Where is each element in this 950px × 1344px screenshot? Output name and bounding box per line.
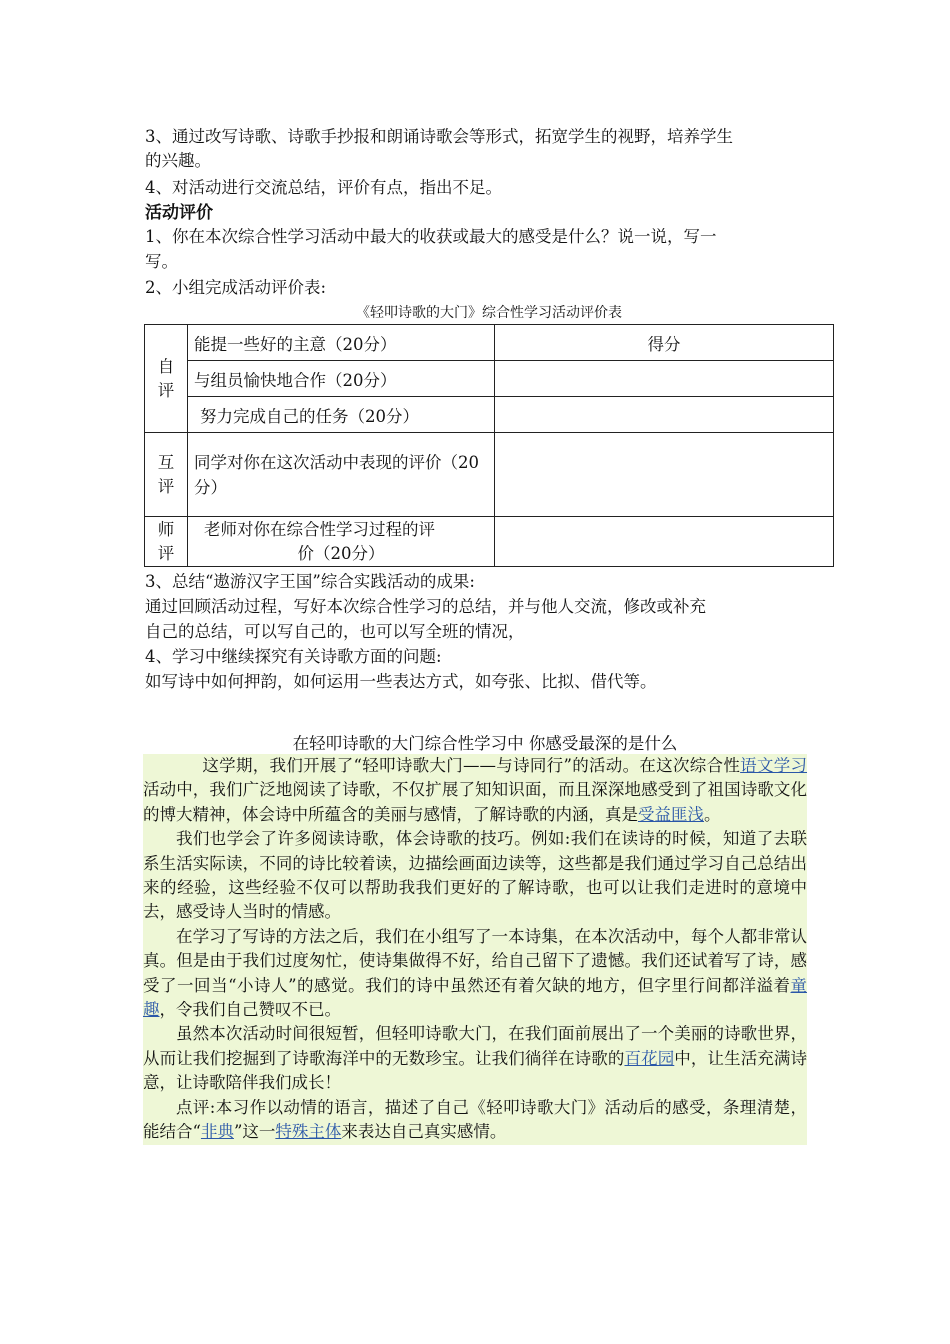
link-yuwen-xuexi[interactable]: 语文学习 — [740, 756, 808, 775]
teacher-item — [188, 517, 495, 567]
question-1-line-1: 1、你在本次综合性学习活动中最大的收获或最大的感受是什么？说一说，写一 — [145, 227, 717, 246]
self-item-2: 与组员愉快地合作（20分） — [188, 361, 495, 397]
question-3-body-line-1: 通过回顾活动过程，写好本次综合性学习的总结，并与他人交流，修改或补充 — [145, 597, 706, 616]
peer-item: 同学对你在这次活动中表现的评价（20分） — [188, 433, 495, 517]
article-body — [143, 754, 807, 1145]
table-row — [145, 517, 834, 567]
question-3-body-line-2: 自己的总结，可以写自己的，也可以写全班的情况， — [145, 622, 525, 641]
link-shouyi-feiqian[interactable]: 受益匪浅 — [638, 804, 704, 824]
score-cell[interactable] — [495, 517, 834, 567]
article-text: 在学习了写诗的方法之后，我们在小组写了一本诗集，在本次活动中，每个人都非常认真。但是由于我们过度匆忙，使诗集做得不好，给自己留下了遗憾。我们还试着写了诗，感受了一回当“小诗人”的感觉。我们的诗中虽然还有着欠缺的地方，但字里行间都洋溢着 — [143, 926, 807, 995]
question-4-body: 如写诗中如何押韵，如何运用一些表达方式，如夸张、比拟、借代等。 — [145, 672, 657, 691]
article-text: 点评:本习作以动情的语言，描述了自己《轻叩诗歌大门》活动后的感受，条理清楚，能结合“ — [143, 1097, 807, 1142]
article-text: 中，让生活充满诗意，让诗歌陪伴我们成长！ — [143, 1048, 808, 1093]
question-3: 3、总结“遨游汉字王国”综合实践活动的成果: — [145, 572, 475, 591]
article-text: ”这一 — [233, 1122, 276, 1142]
score-cell[interactable] — [495, 361, 834, 397]
question-4: 4、学习中继续探究有关诗歌方面的问题: — [145, 647, 442, 666]
link-teshu-zhuti[interactable]: 特殊主体 — [275, 1122, 342, 1142]
article-paragraph-comment — [143, 1096, 807, 1145]
question-1-line-2: 写。 — [145, 252, 178, 271]
step-3-line-2: 的兴趣。 — [145, 151, 211, 170]
score-cell[interactable] — [495, 397, 834, 433]
teacher-item-line-1: 老师对你在综合性学习过程的评 — [204, 519, 435, 539]
teacher-eval-label: 师评 — [145, 517, 188, 567]
article-paragraph-4 — [143, 1022, 807, 1095]
step-4: 4、对活动进行交流总结，评价有点，指出不足。 — [145, 178, 502, 197]
score-cell[interactable] — [495, 433, 834, 517]
self-eval-label: 自评 — [145, 325, 188, 433]
link-baihuayuan[interactable]: 百花园 — [624, 1048, 675, 1068]
table-row — [145, 433, 834, 517]
self-item-3: 努力完成自己的任务（20分） — [188, 397, 495, 433]
article-text: ，令我们自己赞叹不已。 — [159, 1000, 341, 1020]
score-header: 得分 — [495, 325, 834, 361]
self-item-1: 能提一些好的主意（20分） — [188, 325, 495, 361]
table-caption: 《轻叩诗歌的大门》综合性学习活动评价表 — [356, 305, 622, 321]
article-text: 。 — [704, 804, 721, 824]
link-tongqu[interactable]: 童趣 — [143, 975, 807, 1020]
article-text: 活动中，我们广泛地阅读了诗歌，不仅扩展了知知识面，而且深深地感受到了祖国诗歌文化的博大精神，体会诗中所蕴含的美丽与感情，了解诗歌的内涵，真是 — [143, 780, 807, 824]
table-row — [145, 361, 834, 397]
question-2: 2、小组完成活动评价表: — [145, 278, 327, 297]
article-paragraph-1 — [143, 754, 807, 827]
article-paragraph-3 — [143, 925, 807, 1023]
article-text: 来表达自己真实感情。 — [341, 1122, 507, 1142]
peer-eval-label: 互评 — [145, 433, 188, 517]
article-text: 虽然本次活动时间很短暂，但轻叩诗歌大门，在我们面前展出了一个美丽的诗歌世界，从而让我们挖掘到了诗歌海洋中的无数珍宝。让我们徜徉在诗歌的 — [143, 1024, 807, 1068]
article-text: 这学期，我们开展了“轻叩诗歌大门——与诗同行”的活动。在这次综合性 — [202, 756, 741, 775]
evaluation-heading: 活动评价 — [145, 203, 213, 223]
teacher-item-line-2: 价（20分） — [297, 543, 385, 563]
article-title: 在轻叩诗歌的大门综合性学习中 你感受最深的是什么 — [292, 734, 678, 753]
article-paragraph-2: 我们也学会了许多阅读诗歌，体会诗歌的技巧。例如:我们在读诗的时候，知道了去联系生活实际读，不同的诗比较着读，边描绘画面边读等，这些都是我们通过学习自己总结出来的经验，这些经验不仅可以帮助我我们更好的了解诗歌，也可以让我们走进时的意境中去，感受诗人当时的情感。 — [143, 829, 807, 922]
link-feidian[interactable]: 非典 — [200, 1122, 234, 1142]
evaluation-table — [144, 324, 834, 567]
table-row — [145, 325, 834, 361]
table-row — [145, 397, 834, 433]
step-3-line-1: 3、通过改写诗歌、诗歌手抄报和朗诵诗歌会等形式，拓宽学生的视野，培养学生 — [145, 127, 733, 146]
